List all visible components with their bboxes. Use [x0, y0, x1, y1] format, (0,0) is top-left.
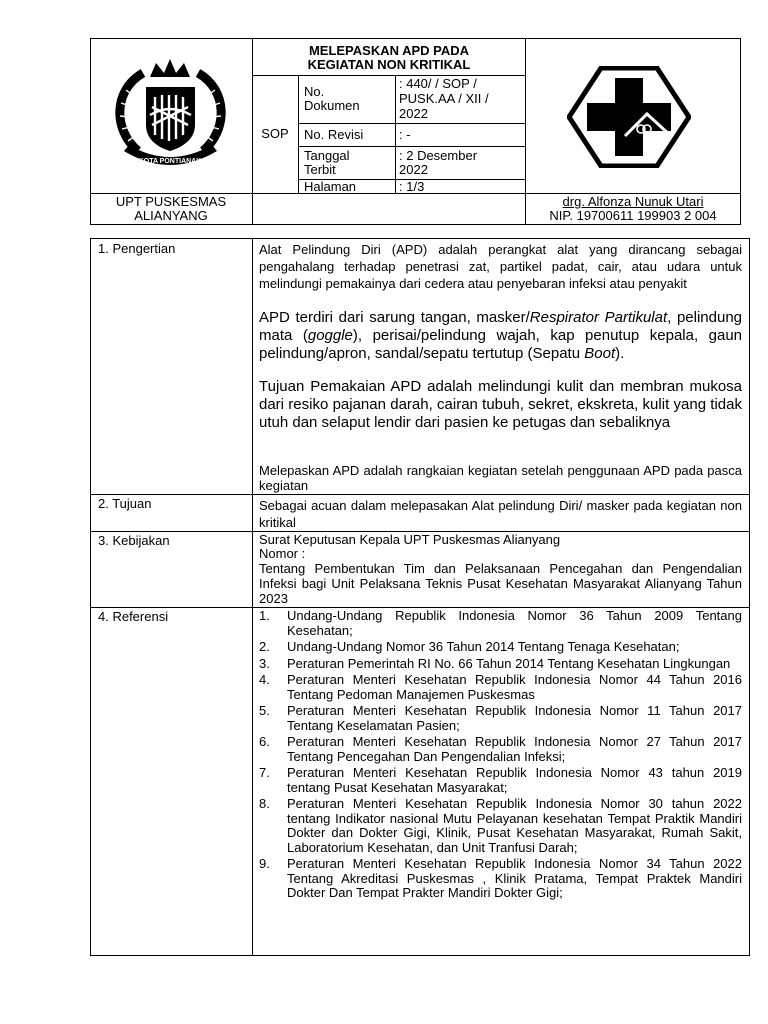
referensi-item-7 — [259, 766, 742, 795]
header-hline-title — [252, 75, 526, 76]
body-divider — [252, 238, 253, 956]
body-border-left — [90, 238, 91, 956]
pengertian-paragraph-2 — [259, 309, 742, 363]
referensi-item-5 — [259, 704, 742, 733]
document-title-line1: MELEPASKAN APD PADA — [308, 43, 470, 58]
no-revisi-value: : - — [399, 127, 411, 142]
referensi-item-4 — [259, 673, 742, 702]
section-label-referensi: 4. Referensi — [98, 609, 169, 624]
tanggal-terbit-value-2: 2022 — [399, 162, 428, 177]
no-dokumen-value-3: 2022 — [399, 106, 428, 121]
org-name-line2: ALIANYANG — [134, 208, 208, 223]
referensi-item-text: Peraturan Pemerintah RI No. 66 Tahun 2014 Tentang Kesehatan Lingkungan — [287, 655, 731, 671]
p2-text-e: ), perisai/pelindung wajah, kap penutup kepala, gaun pelindung/apron, sandal/sepatu tertutup (Sepatu — [259, 327, 743, 362]
header-divider-fields — [395, 75, 396, 193]
tanggal-terbit-label-1: Tanggal — [304, 148, 350, 163]
header-border-bottom — [90, 224, 741, 225]
kebijakan-line2: Nomor : — [259, 546, 306, 561]
tanggal-terbit-label-2: Terbit — [304, 162, 336, 177]
referensi-item-3 — [259, 657, 742, 672]
referensi-item-number: 8. — [259, 796, 270, 811]
no-dokumen-value-2: PUSK.AA / XII / — [399, 91, 489, 106]
referensi-item-number: 4. — [259, 672, 270, 687]
org-name-line1: UPT PUSKESMAS — [115, 194, 227, 209]
referensi-item-2 — [259, 640, 742, 655]
header-hline-1 — [298, 123, 526, 124]
pengertian-paragraph-3: Tujuan Pemakaian APD adalah melindungi kulit dan membran mukosa dari resiko pajanan darah, cairan tubuh, sekret, ekskreta, kulit yang tidak utuh dan selaput lendir dari pasien ke petugas dan sebaliknya — [259, 378, 742, 431]
puskesmas-logo — [567, 66, 691, 168]
tanggal-terbit-value-1: : 2 Desember — [399, 148, 478, 163]
p2-italic-goggle: goggle — [307, 327, 353, 344]
p2-italic-respirator: Respirator Partikulat — [529, 309, 668, 326]
referensi-item-text: Peraturan Menteri Kesehatan Republik Indonesia Nomor 11 Tahun 2017 Tentang Keselamatan Pasien; — [287, 703, 742, 733]
referensi-item-6 — [259, 735, 742, 764]
no-dokumen-label-1: No. — [304, 84, 325, 99]
referensi-item-9 — [259, 857, 742, 901]
p2-text-g: ). — [615, 345, 625, 362]
section-label-kebijakan: 3. Kebijakan — [98, 533, 170, 548]
referensi-item-number: 6. — [259, 734, 270, 749]
kebijakan-line3: Tentang Pembentukan Tim dan Pelaksanaan Pencegahan dan Pengendalian Infeksi bagi Unit Pelaksana Teknis Pusat Kesehatan Masyarakat Alianyang Tahun 2023 — [259, 561, 742, 606]
no-dokumen-label-2: Dokumen — [304, 98, 360, 113]
referensi-item-text: Undang-Undang Republik Indonesia Nomor 36 Tahun 2009 Tentang Kesehatan; — [287, 608, 742, 638]
halaman-label: Halaman — [304, 179, 357, 194]
referensi-item-text: Peraturan Menteri Kesehatan Republik Indonesia Nomor 44 Tahun 2016 Tentang Pedoman Manajemen Puskesmas — [287, 672, 742, 702]
referensi-item-8 — [259, 797, 742, 855]
referensi-item-number: 1. — [259, 608, 270, 623]
section-label-pengertian: 1. Pengertian — [98, 241, 176, 256]
body-hline-1 — [90, 494, 750, 495]
p2-text-c: , pelindung mata ( — [259, 309, 743, 344]
halaman-value: : 1/3 — [399, 179, 425, 194]
referensi-item-number: 2. — [259, 639, 270, 654]
no-dokumen-value-1: : 440/ / SOP / — [399, 76, 477, 91]
referensi-item-number: 3. — [259, 655, 270, 671]
header-border-top — [90, 38, 741, 39]
header-hline-2 — [298, 146, 526, 147]
sop-label: SOP — [261, 126, 289, 141]
referensi-item-text: Peraturan Menteri Kesehatan Republik Indonesia Nomor 30 tahun 2022 tentang Indikator nasional Mutu Pelayanan kesehatan Tempat Praktik Mandiri Dokter dan Dokter Gigi, Klinik, Pusat Kesehatan Masyarakat, Rumah Sakit, Laboratorium Kesehatan, dan Unit Tranfusi Darah; — [287, 796, 742, 855]
header-border-right — [740, 38, 741, 225]
referensi-item-text: Peraturan Menteri Kesehatan Republik Indonesia Nomor 34 Tahun 2022 Tentang Akreditasi Puskesmas , Klinik Pratama, Tempat Praktek Mandiri Dokter Dan Tempat Prakter Mandiri Dokter Gigi; — [287, 856, 742, 900]
signer-name: drg. Alfonza Nunuk Utari — [562, 194, 704, 209]
kota-pontianak-logo — [108, 55, 233, 180]
referensi-item-text: Peraturan Menteri Kesehatan Republik Indonesia Nomor 27 Tahun 2017 Tentang Pencegahan Dan Pengendalian Infeksi; — [287, 734, 742, 764]
tujuan-text: Sebagai acuan dalam melepasakan Alat pelindung Diri/ masker pada kegiatan non kritikal — [259, 498, 742, 530]
pengertian-paragraph-4: Melepaskan APD adalah rangkaian kegiatan setelah penggunaan APD pada pasca kegiatan — [259, 463, 742, 493]
p2-text-a: APD terdiri dari sarung tangan, masker/ — [259, 309, 530, 326]
referensi-item-1 — [259, 609, 742, 638]
kebijakan-line1: Surat Keputusan Kepala UPT Puskesmas Alianyang — [259, 532, 561, 547]
body-border-bottom — [90, 955, 750, 956]
header-divider-sop — [298, 75, 299, 193]
body-border-right — [749, 238, 750, 956]
section-label-tujuan: 2. Tujuan — [98, 496, 152, 511]
referensi-item-number: 9. — [259, 856, 270, 871]
referensi-list — [259, 609, 742, 903]
referensi-item-number: 5. — [259, 703, 270, 718]
signer-nip: NIP. 19700611 199903 2 004 — [549, 208, 717, 223]
pengertian-paragraph-1: Alat Pelindung Diri (APD) adalah perangkat alat yang dirancang sebagai pengahalang terhadap penetrasi zat, partikel padat, cair, atau udara untuk melindungi pemakainya dari cedera atau penyebaran infeksi atau penyakit — [259, 242, 742, 291]
document-title-line2: KEGIATAN NON KRITIKAL — [307, 57, 471, 72]
svg-text:KOTA PONTIANAK: KOTA PONTIANAK — [138, 158, 202, 165]
no-revisi-label: No. Revisi — [304, 127, 364, 142]
referensi-item-text: Peraturan Menteri Kesehatan Republik Indonesia Nomor 43 tahun 2019 tentang Pusat Kesehatan Masyarakat; — [287, 765, 742, 795]
referensi-item-text: Undang-Undang Nomor 36 Tahun 2014 Tentang Tenaga Kesehatan; — [287, 639, 680, 654]
referensi-item-number: 7. — [259, 765, 270, 780]
p2-italic-boot: Boot — [584, 345, 616, 362]
body-border-top — [90, 238, 750, 239]
